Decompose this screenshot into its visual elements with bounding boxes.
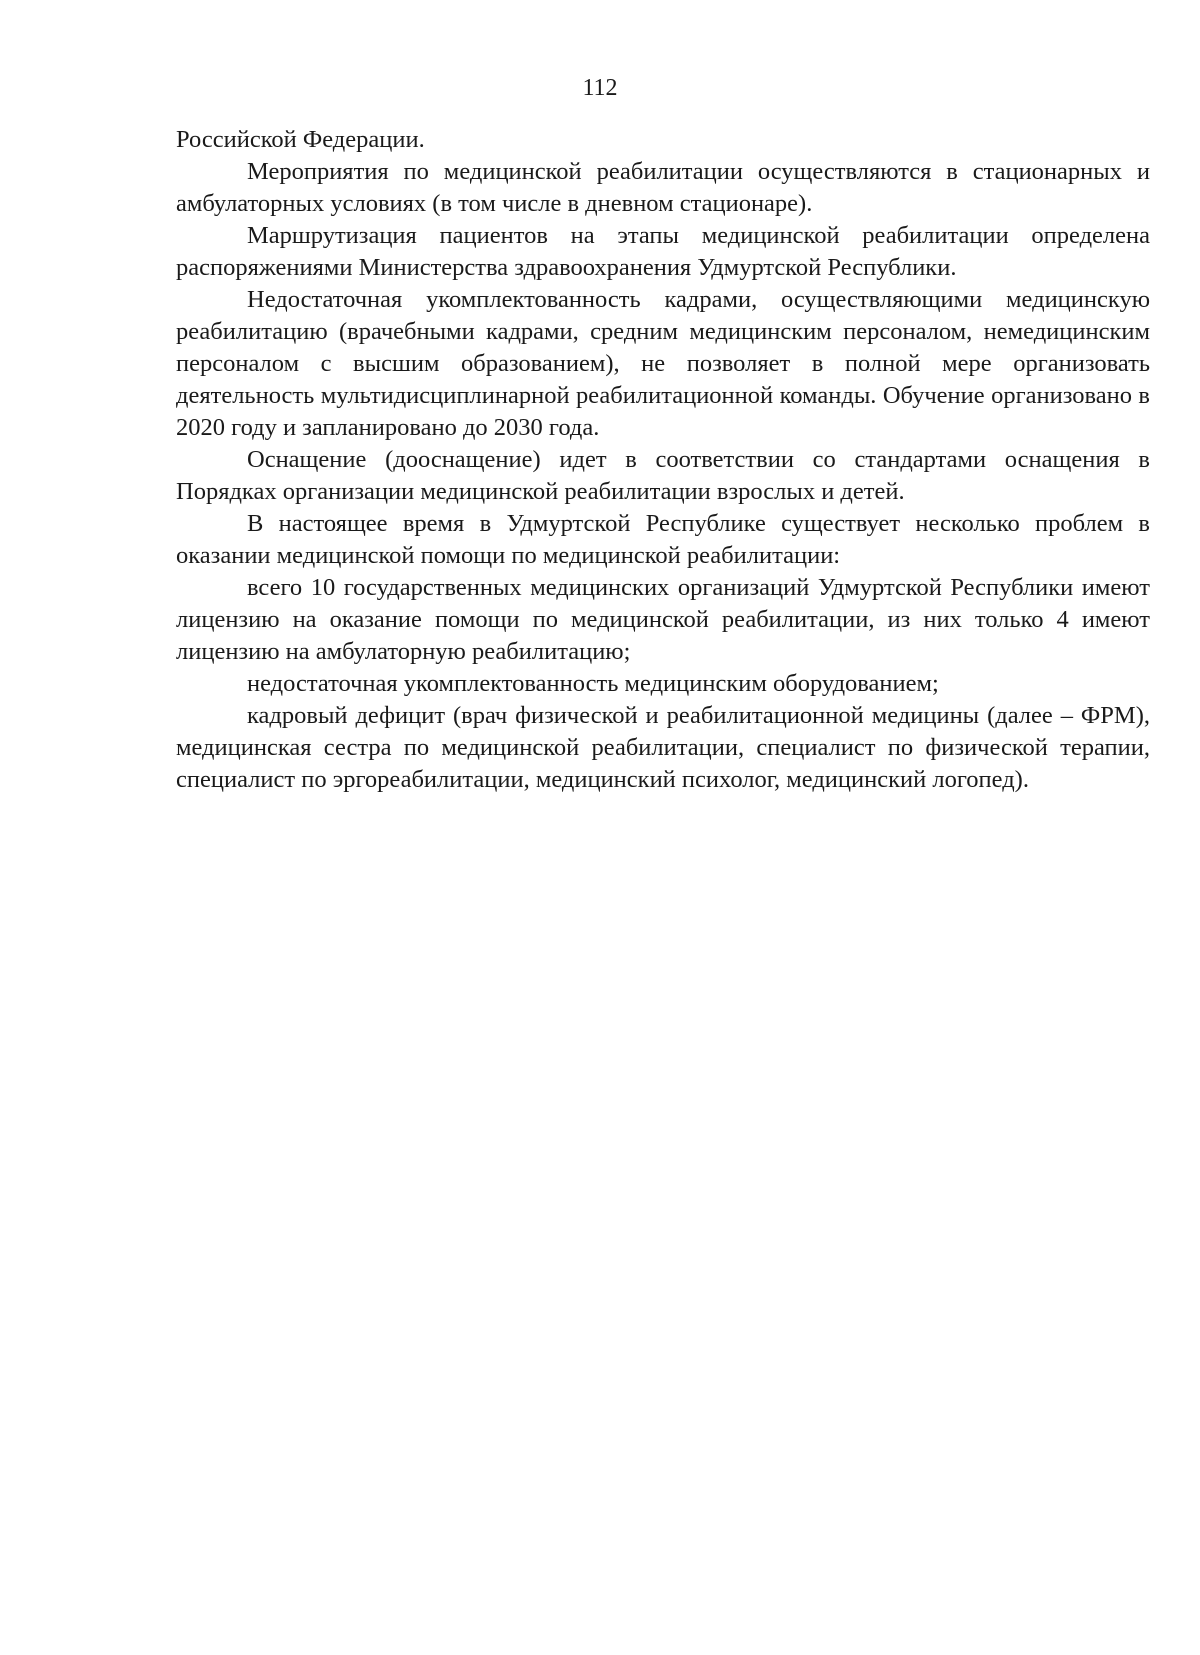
- paragraph-staffing-shortage: Недостаточная укомплектованность кадрами, осуществляющими медицинскую реабилитацию (врачебными кадрами, средним медицинским персоналом, немедицинским персоналом с высшим образованием), не позволяет в полной мере организовать деятельность мультидисциплинарной реабилитационной команды. Обучение организовано в 2020 году и запланировано до 2030 года.: [176, 286, 1150, 441]
- paragraph-rehab-settings: Мероприятия по медицинской реабилитации осуществляются в стационарных и амбулаторных условиях (в том числе в дневном стационаре).: [176, 158, 1150, 217]
- paragraph-licenses: всего 10 государственных медицинских организаций Удмуртской Республики имеют лицензию на оказание помощи по медицинской реабилитации, из них только 4 имеют лицензию на амбулаторную реабилитацию;: [176, 574, 1150, 665]
- document-body: [176, 124, 1150, 796]
- paragraph-personnel-deficit: кадровый дефицит (врач физической и реабилитационной медицины (далее – ФРМ), медицинская сестра по медицинской реабилитации, специалист по физической терапии, специалист по эргореабилитации, медицинский психолог, медицинский логопед).: [176, 702, 1150, 793]
- paragraph-equipment-shortage: недостаточная укомплектованность медицинским оборудованием;: [247, 670, 939, 697]
- paragraph-patient-routing: Маршрутизация пациентов на этапы медицинской реабилитации определена распоряжениями Министерства здравоохранения Удмуртской Республики.: [176, 222, 1150, 281]
- paragraph-equipment: Оснащение (дооснащение) идет в соответствии со стандартами оснащения в Порядках организации медицинской реабилитации взрослых и детей.: [176, 446, 1150, 505]
- paragraph-continuation: Российской Федерации.: [176, 126, 425, 153]
- paragraph-problems-intro: В настоящее время в Удмуртской Республике существует несколько проблем в оказании медицинской помощи по медицинской реабилитации:: [176, 510, 1150, 569]
- page-number: 112: [582, 75, 618, 101]
